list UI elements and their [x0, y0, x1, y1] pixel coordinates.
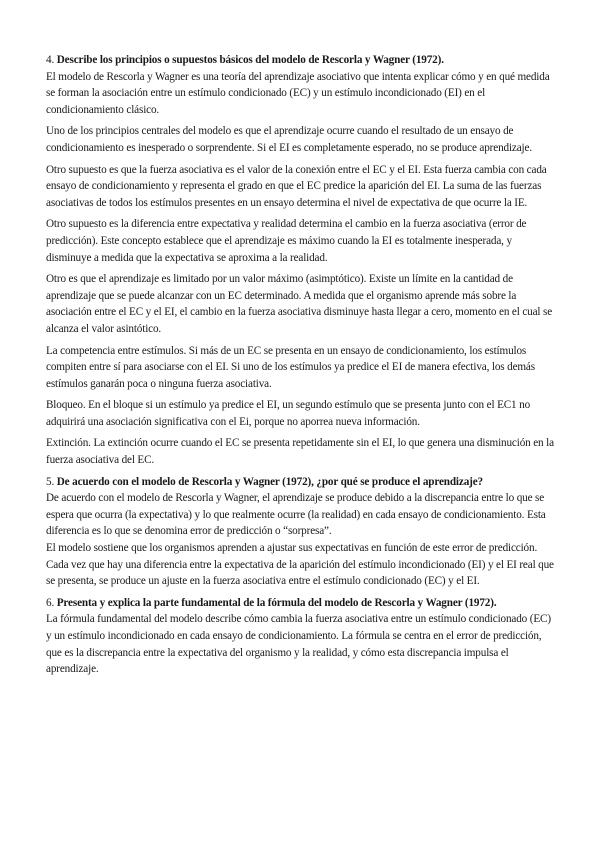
paragraph: Otro es que el aprendizaje es limitado por un valor máximo (asimptótico). Existe un límite en la cantidad de aprendizaje que se puede alcanzar con un EC determinado. A medida que el organismo aprende más sobre la asociación entre el EC y el EI, el cambio en la fuerza asociativa disminuye hasta llegar a cero, momento en el cual se alcanza el valor asintótico.: [46, 273, 553, 335]
question-4: [46, 52, 556, 469]
paragraph: La fórmula fundamental del modelo describe cómo cambia la fuerza asociativa entre un estímulo condicionado (EC) y un estímulo incondicionado en cada ensayo de condicionamiento. La fórmula se centra en el error de predicción, que es la discrepancia entre la expectativa del organismo y la realidad, y cómo esta discrepancia impulsa el aprendizaje.: [46, 613, 551, 676]
paragraph: La competencia entre estímulos. Si más de un EC se presenta en un ensayo de condicionamiento, los estímulos compiten entre sí para asociarse con el EI. Si uno de los estímulos ya predice el EI de manera efectiva, los demás estímulos ganarán poca o ninguna fuerza asociativa.: [46, 344, 535, 390]
paragraph: Bloqueo. En el bloque si un estímulo ya predice el EI, un segundo estímulo que se presenta junto con el EC1 no adquirirá una asociación significativa con el Ei, porque no aporrea nueva información.: [46, 399, 531, 428]
paragraph: Otro supuesto es que la fuerza asociativa es el valor de la conexión entre el EC y el EI. Esta fuerza cambia con cada ensayo de condicionamiento y representa el grado en que el EC predice la aparición del EI. La suma de las fuerzas asociativas de todos los estímulos presentes en un ensayo determina el nivel de expectativa de que ocurre la IE.: [46, 163, 547, 209]
question-heading: [46, 474, 556, 491]
question-6: [46, 595, 556, 678]
question-5: [46, 474, 556, 590]
question-heading: [46, 52, 556, 69]
paragraph: Extinción. La extinción ocurre cuando el EC se presenta repetidamente sin el EI, lo que genera una disminución en la fuerza asociativa del EC.: [46, 437, 554, 467]
question-title: Presenta y explica la parte fundamental de la fórmula del modelo de Rescorla y Wagner (1972).: [56, 596, 497, 609]
paragraph: Uno de los principios centrales del modelo es que el aprendizaje ocurre cuando el resultado de un ensayo de condicionamiento es inesperado o sorprendente. Si el EI es completamente esperado, no se produce aprendizaje.: [46, 125, 532, 154]
document-page: [46, 52, 556, 683]
paragraph: Otro supuesto es la diferencia entre expectativa y realidad determina el cambio en la fuerza asociativa (error de predicción). Este concepto establece que el aprendizaje es máximo cuando la EI es totalmente inesperada, y disminuye a medida que la expectativa se aproxima a la realidad.: [46, 218, 527, 264]
question-number: 5.: [46, 475, 55, 488]
question-heading: [46, 595, 556, 612]
paragraph: El modelo sostiene que los organismos aprenden a ajustar sus expectativas en función de este error de predicción. Cada vez que hay una diferencia entre la expectativa de la aparición del estímulo incondicionado (EI) y el EI real que se presenta, se produce un ajuste en la fuerza asociativa entre el estímulo condicionado (EC) y el EI.: [46, 542, 554, 588]
question-title: Describe los principios o supuestos básicos del modelo de Rescorla y Wagner (1972).: [56, 54, 444, 66]
question-number: 6.: [46, 596, 55, 609]
question-number: 4.: [46, 54, 55, 66]
paragraph: El modelo de Rescorla y Wagner es una teoría del aprendizaje asociativo que intenta explicar cómo y en qué medida se forman la asociación entre un estímulo condicionado (EC) y un estímulo incondicionado (EI) en el condicionamiento clásico.: [46, 70, 550, 116]
question-title: De acuerdo con el modelo de Rescorla y Wagner (1972), ¿por qué se produce el aprendizaje?: [56, 475, 483, 488]
paragraph: De acuerdo con el modelo de Rescorla y Wagner, el aprendizaje se produce debido a la discrepancia entre lo que se espera que ocurra (la expectativa) y lo que realmente ocurre (la realidad) en cada ensayo de condicionamiento. Esta diferencia es lo que se denomina error de predicción o “sorpresa”.: [46, 492, 546, 538]
